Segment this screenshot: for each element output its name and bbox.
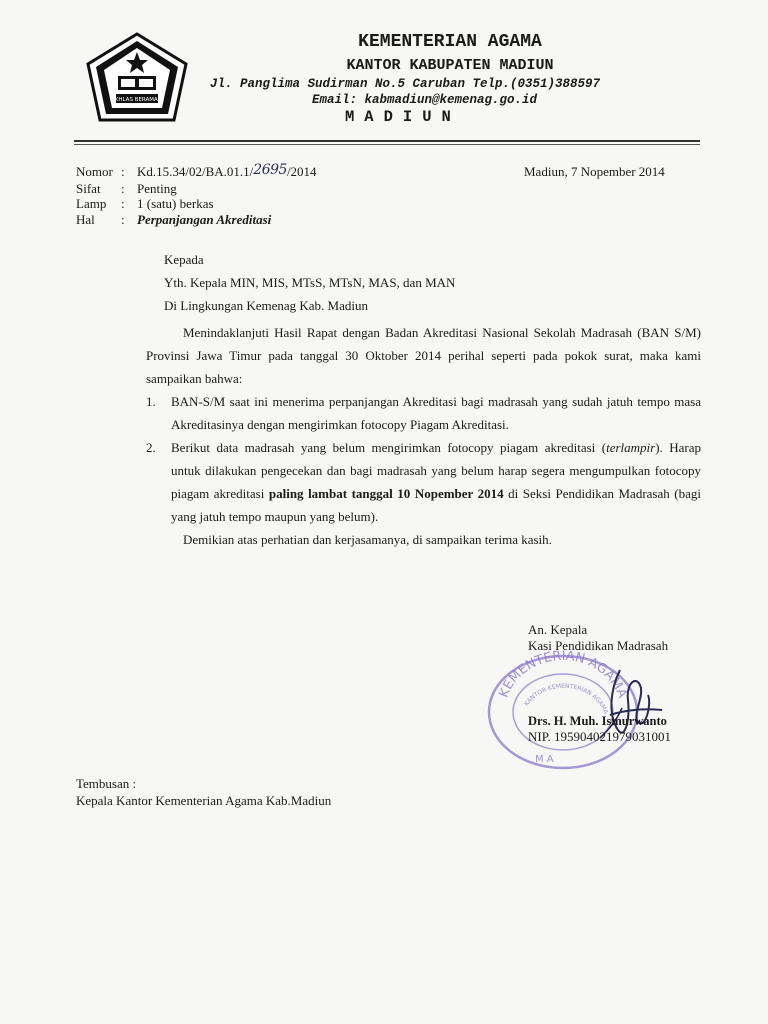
svg-text:KEMENTERIAN AGAMA: KEMENTERIAN AGAMA [496, 650, 630, 701]
office-email: Email: kabmadiun@kemenag.go.id [312, 93, 538, 107]
signatory-name: Drs. H. Muh. Ismurwanto [528, 714, 667, 728]
recipient-kepada: Kepada [164, 252, 204, 267]
signature-line1: An. Kepala [528, 622, 588, 637]
letter-date: Madiun, 7 Nopember 2014 [524, 164, 665, 179]
handwritten-number: 2695 [253, 162, 287, 178]
kemenag-logo-icon [82, 30, 192, 130]
body-list [146, 390, 701, 528]
recipient-block [164, 248, 455, 317]
cc-label: Tembusan : [76, 776, 137, 791]
meta-hal: Hal : Perpanjangan Akreditasi [76, 211, 272, 227]
letter-body [146, 321, 701, 551]
svg-text:KANTOR KEMENTERIAN AGAMA: KANTOR KEMENTERIAN AGAMA [523, 682, 610, 716]
svg-text:M A: M A [535, 754, 554, 765]
logo-motto: IKHLAS BERAMAL [113, 97, 161, 103]
hal-value: Perpanjangan Akreditasi [137, 211, 272, 227]
body-intro: Menindaklanjuti Hasil Rapat dengan Badan Akreditasi Nasional Sekolah Madrasah (BAN S/M) Provinsi Jawa Timur pada tanggal 30 Oktober 2014 perihal seperti pada pokok surat, maka kami sampaikan bahwa: [146, 325, 701, 386]
recipient-line2: Di Lingkungan Kemenag Kab. Madiun [164, 298, 368, 313]
list-item: 1. BAN-S/M saat ini menerima perpanjangan Akreditasi bagi madrasah yang sudah jatuh tempo masa Akreditasinya dengan mengirimkan fotocopy Piagam Akreditasi. [146, 394, 701, 432]
recipient-line1: Yth. Kepala MIN, MIS, MTsS, MTsN, MAS, dan MAN [164, 275, 456, 290]
letter-meta [76, 164, 317, 227]
hal-label: Hal [76, 211, 95, 227]
lamp-value: 1 (satu) berkas [137, 196, 214, 211]
ministry-name: KEMENTERIAN AGAMA [358, 32, 542, 52]
header-rule-thin [74, 144, 700, 145]
body-closing: Demikian atas perhatian dan kerjasamanya, di sampaikan terima kasih. [183, 532, 552, 547]
cc-block [76, 775, 331, 809]
sifat-value: Penting [137, 180, 177, 196]
list-item: 2. Berikut data madrasah yang belum mengirimkan fotocopy piagam akreditasi (terlampir). Harap untuk dilakukan pengecekan dan bagi madrasah yang belum harap segera mengumpulkan fotocopy piagam akreditasi paling lambat tanggal 10 Nopember 2014 di Seksi Pendidikan Madrasah (bagi yang jatuh tempo maupun yang belum). [146, 440, 702, 524]
office-city: MADIUN [345, 108, 461, 126]
office-name: KANTOR KABUPATEN MADIUN [346, 57, 554, 74]
lamp-label: Lamp [76, 196, 107, 211]
signatory-nip: NIP. 195904021979031001 [528, 729, 672, 744]
signature-title [528, 622, 668, 654]
office-address: Jl. Panglima Sudirman No.5 Caruban Telp.(0351)388597 [210, 77, 601, 91]
nomor-label: Nomor [76, 164, 113, 179]
header-rule-thick [74, 140, 700, 142]
signature-line2: Kasi Pendidikan Madrasah [528, 638, 669, 653]
nomor-value: Kd.15.34/02/BA.01.1/2695/2014 [137, 162, 317, 179]
sifat-label: Sifat [76, 180, 101, 196]
meta-lamp: Lamp : 1 (satu) berkas [76, 196, 214, 211]
meta-nomor: Nomor : Kd.15.34/02/BA.01.1/2695/2014 [76, 162, 317, 179]
cc-line1: Kepala Kantor Kementerian Agama Kab.Madiun [76, 793, 332, 808]
meta-sifat: Sifat : Penting [76, 180, 177, 196]
